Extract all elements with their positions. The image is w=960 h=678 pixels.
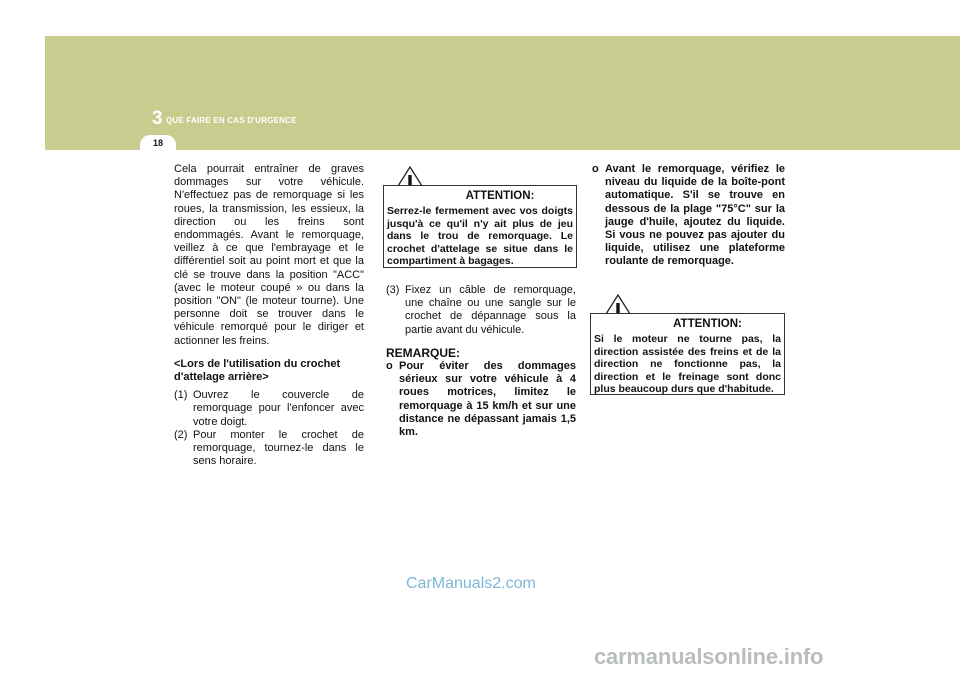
attention-title: ATTENTION: bbox=[465, 190, 535, 202]
header-band bbox=[45, 36, 960, 150]
chapter-title: QUE FAIRE EN CAS D'URGENCE bbox=[166, 116, 297, 125]
attention-text: Serrez-le fermement avec vos doigts jusqu'à ce qu'il n'y ait plus de jeu dans le trou de remorquage. Le crochet d'attelage se situe dans le compartiment à bagages. bbox=[387, 205, 573, 268]
step-item-3 bbox=[386, 284, 576, 337]
attention-title: ATTENTION: bbox=[673, 318, 742, 330]
remark-item bbox=[386, 360, 576, 439]
attention-text: Si le moteur ne tourne pas, la direction assistée des freins et de la direction ne fonctionne pas, la direction et le freinage sont donc plus beaucoup durs que d'habitude. bbox=[594, 333, 781, 396]
step-text: Ouvrez le couvercle de remorquage pour l'enfoncer avec votre doigt. bbox=[193, 389, 364, 428]
chapter-number: 3 bbox=[152, 108, 163, 129]
attention-box-finger-tighten bbox=[383, 185, 577, 268]
step-number: (2) bbox=[174, 428, 188, 441]
remark-title: REMARQUE: bbox=[386, 345, 460, 360]
carmanuals-watermark[interactable]: CarManuals2.com bbox=[406, 575, 536, 592]
page-number: 18 bbox=[152, 138, 163, 148]
intro-paragraph: Cela pourrait entraîner de graves dommages sur votre véhicule. N'effectuez pas de remorquage si les roues, la transmission, les essieux, la direction ou les freins sont endommagés. Avant le remorquage, veillez à ce que l'embrayage et le différentiel soit au point mort et que la clé se trouve dans la position "ACC" (avec le moteur coupé » ou dans la position "ON" (le moteur tourne). Une personne doit se trouver dans le véhicule remorqué pour le diriger et actionner les freins. bbox=[174, 163, 364, 347]
column-middle bbox=[386, 284, 576, 439]
bullet-mark: o bbox=[386, 360, 393, 373]
column-right bbox=[592, 163, 785, 269]
section-title: <Lors de l'utilisation du crochet d'attelage arrière> bbox=[174, 357, 341, 384]
step-text: Pour monter le crochet de remorquage, tournez-le dans le sens horaire. bbox=[193, 428, 364, 468]
fluid-check-text: Avant le remorquage, vérifiez le niveau du liquide de la boîte-pont automatique. S'il se trouve en dessous de la plage "75°C" sur la jauge d'huile, ajoutez du liquide. Si vous ne pouvez pas ajouter du liquide, utilisez une plateforme roulante de remorquage. bbox=[605, 163, 785, 268]
fluid-check-item bbox=[592, 163, 785, 269]
step-item-1 bbox=[174, 389, 364, 429]
column-left bbox=[174, 163, 364, 468]
step-number: (1) bbox=[174, 389, 188, 402]
step-number: (3) bbox=[386, 284, 400, 296]
step-item-2 bbox=[174, 429, 364, 469]
attention-box-engine-off bbox=[590, 313, 785, 395]
remark-text: Pour éviter des dommages sérieux sur votre véhicule à 4 roues motrices, limitez le remorquage à 15 km/h et sur une distance ne dépassant jamais 1,5 km. bbox=[399, 360, 576, 439]
bullet-mark: o bbox=[592, 163, 599, 175]
step-text: Fixez un câble de remorquage, une chaîne ou une sangle sur le crochet de dépannage sous la partie avant du véhicule. bbox=[405, 284, 576, 336]
carmanualsonline-watermark[interactable]: carmanualsonline.info bbox=[594, 644, 824, 669]
